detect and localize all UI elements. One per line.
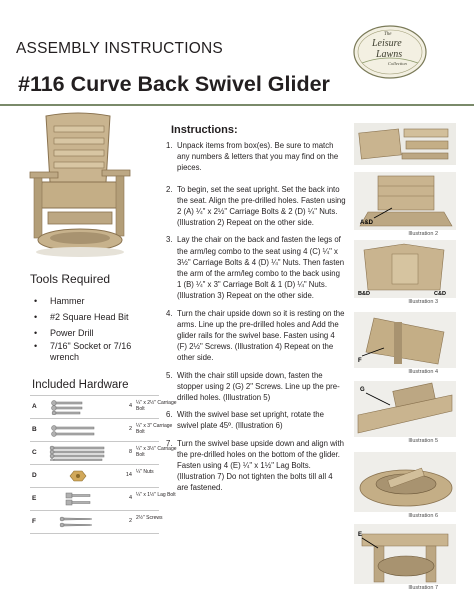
hardware-table: [30, 395, 177, 534]
part-label: E: [358, 532, 363, 538]
logo-text-lawns: Lawns: [376, 49, 403, 60]
step-text: Turn the chair upside down so it is resting on the arms. Line up the pre-drilled holes and Add the glider rails for the swivel base. Fasten using 4 (F) 2½" Screws. (Illustration 4) Repeat on the other side.: [177, 308, 345, 363]
product-photo: [28, 112, 132, 258]
part-label: G: [360, 387, 365, 393]
illustration-swivel-plate-photo: [354, 452, 456, 512]
part-label: B&D: [358, 291, 370, 297]
hardware-qty: 4: [128, 495, 132, 501]
illustration-caption: Illustration 3: [408, 299, 438, 305]
illustration-stopper-photo: [354, 381, 456, 437]
illustration-2: [354, 172, 456, 237]
step-text: With the swivel base set upright, rotate the swivel plate 45º. (Illustration 6): [177, 410, 324, 431]
carriage-bolt-icon: [44, 422, 116, 438]
instruction-step: [166, 140, 346, 174]
instruction-step: [166, 308, 346, 364]
instruction-step: [166, 409, 346, 431]
hardware-desc: ¼" x 3½" Carriage Bolt: [136, 446, 177, 458]
step-number: 6.: [166, 410, 173, 420]
hardware-title: Included Hardware: [32, 379, 129, 391]
header-divider: [0, 104, 474, 106]
tool-item: • 7/16" Socket or 7/16 wrench: [34, 341, 140, 363]
logo-text-leisure: Leisure: [372, 38, 402, 49]
product-title: #116 Curve Back Swivel Glider: [18, 72, 330, 96]
part-label: C&D: [434, 291, 446, 297]
hardware-desc: ¼" Nuts: [136, 469, 154, 475]
hardware-desc: ¼" x 1½" Lag Bolt: [136, 492, 176, 498]
lag-bolt-icon: [44, 491, 116, 507]
illustration-parts-photo: [354, 123, 456, 165]
step-text: Unpack items from box(es). Be sure to match any numbers & letters that you may find on the pieces.: [177, 141, 339, 173]
tool-item: • Hammer: [34, 293, 140, 309]
hardware-row: [30, 465, 159, 488]
hardware-desc: 2½" Screws: [136, 515, 163, 521]
logo-text-collection: Collection: [388, 61, 407, 66]
illustration-4: [354, 312, 456, 375]
hardware-letter: F: [32, 518, 36, 525]
instruction-step: [166, 184, 346, 229]
hardware-row: [30, 395, 177, 419]
illustration-3: [354, 240, 456, 305]
instruction-step: [166, 370, 346, 404]
step-number: 4.: [166, 308, 173, 318]
hardware-row: [30, 511, 163, 534]
hardware-row: [30, 442, 177, 465]
tools-list: [34, 293, 140, 363]
hardware-qty: 2: [128, 518, 132, 524]
hardware-letter: B: [32, 426, 37, 433]
hardware-desc: ¼" x 3" Carriage Bolt: [136, 423, 173, 435]
instructions-list: [166, 140, 346, 500]
step-number: 1.: [166, 141, 173, 150]
illustration-caption: Illustration 2: [408, 231, 438, 237]
nut-icon: [44, 468, 116, 484]
hardware-row: [30, 419, 173, 442]
part-label: A&D: [360, 220, 373, 226]
hardware-letter: E: [32, 495, 37, 502]
illustration-caption: Illustration 6: [408, 513, 438, 519]
instructions-title: Instructions:: [171, 124, 238, 136]
illustration-swivel-base-photo: [354, 524, 456, 584]
hardware-desc: ¼" x 2½" Carriage Bolt: [136, 400, 177, 412]
step-text: To begin, set the seat upright. Set the back into the seat. Align the pre-drilled holes. Fasten using 2 (A) ¼" x 2½" Carriage Bolts & 2 (D) ¼" Nuts. (Illustration 2) Repeat on the other side.: [177, 184, 346, 228]
illustration-1: [354, 123, 456, 165]
part-label: F: [358, 358, 362, 364]
carriage-bolt-icon: [44, 399, 116, 415]
step-number: 3.: [166, 235, 173, 245]
tool-item: • #2 Square Head Bit: [34, 309, 140, 325]
illustration-glider-rails-photo: [354, 312, 456, 368]
step-text: With the chair still upside down, fasten the stopper using 2 (G) 2" Screws. Line up the pre-drilled holes. (Illustration 5): [177, 370, 340, 403]
illustration-caption: Illustration 5: [408, 438, 438, 444]
step-number: 7.: [166, 438, 173, 448]
hardware-qty: 4: [128, 403, 132, 409]
instruction-step: [166, 234, 346, 301]
illustration-6: [354, 452, 456, 519]
illustration-5: [354, 381, 456, 444]
section-title: ASSEMBLY INSTRUCTIONS: [16, 40, 223, 57]
hardware-qty: 2: [128, 426, 132, 432]
hardware-letter: A: [32, 403, 37, 410]
brand-logo: [352, 23, 428, 81]
step-text: Turn the swivel base upside down and align with the pre-drilled holes on the bottom of the glider. Fasten using 4 (E) ¼" x 1½" Lag Bolts. (Illustration 7) Do not tighten the bolts till all 4 are fastened.: [177, 438, 345, 493]
tool-item: • Power Drill: [34, 325, 140, 341]
tools-title: Tools Required: [30, 272, 111, 286]
illustration-arm-leg-photo: [354, 240, 456, 298]
illustration-7: [354, 524, 456, 591]
hardware-letter: D: [32, 472, 37, 479]
hardware-letter: C: [32, 449, 37, 456]
step-number: 2.: [166, 184, 173, 194]
hardware-qty: 14: [125, 472, 132, 478]
step-text: Lay the chair on the back and fasten the legs of the arm/leg combo to the seat using 4 (C) ¼" x 3½" Carriage Bolts & 4 (D) ¼" Nuts. Then fasten the arm of the arm/leg combo to the back using 1 (B) ¼" x 3" Carriage Bolt & 1 (D) ¼" Nuts. (Illustration 3) Repeat on the other side.: [177, 235, 345, 301]
illustration-seat-back-photo: [354, 172, 456, 230]
logo-text-the: The: [384, 32, 392, 37]
illustration-caption: Illustration 4: [408, 369, 438, 375]
instruction-step: [166, 438, 346, 494]
step-number: 5.: [166, 370, 173, 380]
illustration-caption: Illustration 7: [408, 585, 438, 591]
hardware-row: [30, 488, 176, 511]
screw-icon: [44, 514, 116, 530]
hardware-qty: 8: [128, 449, 132, 455]
carriage-bolt-icon: [44, 445, 116, 461]
